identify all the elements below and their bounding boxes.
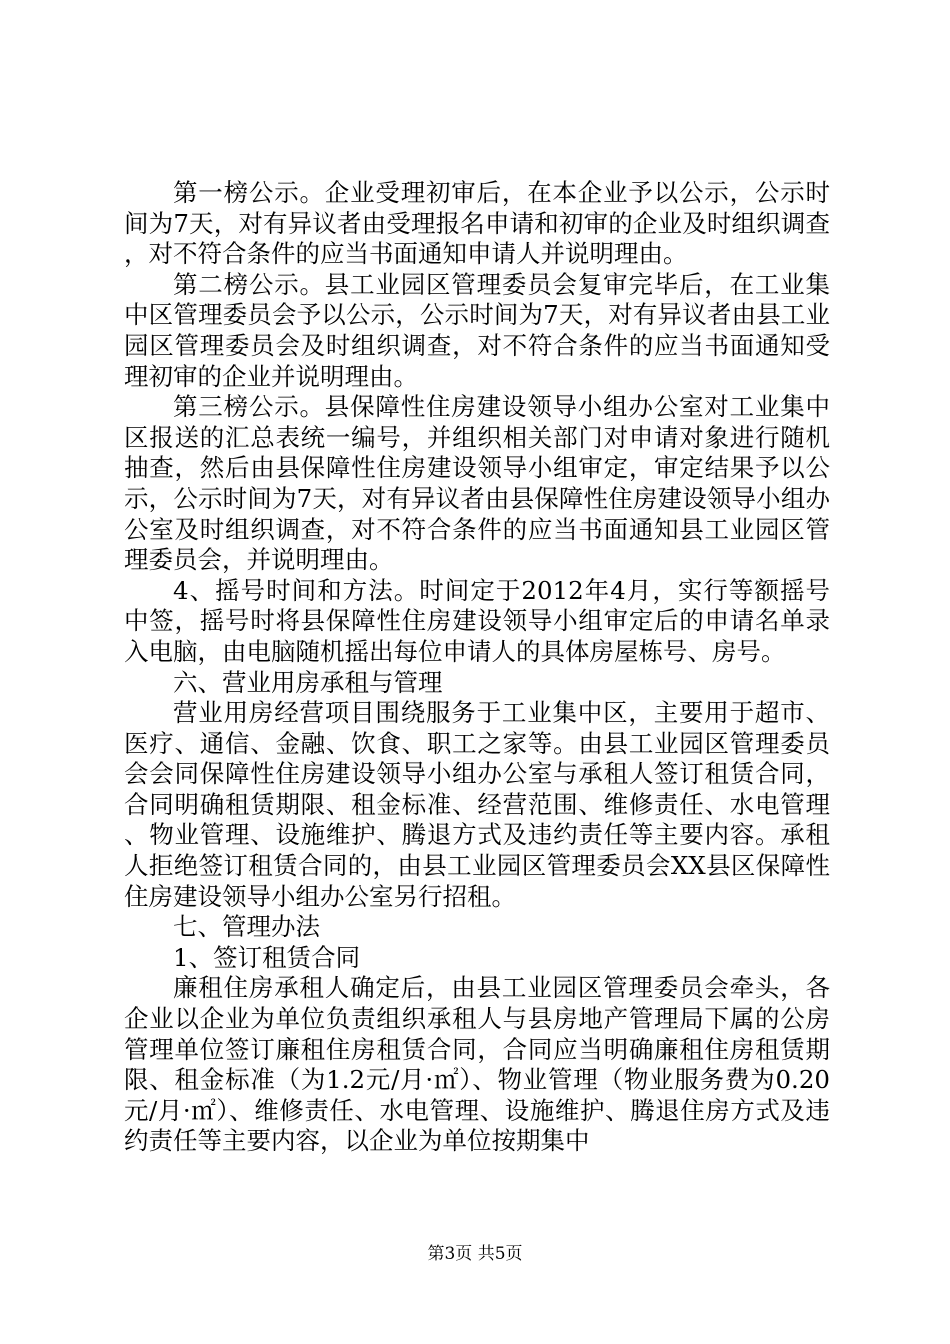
document-body	[124, 178, 830, 1157]
paragraph-third-notice: 第三榜公示。县保障性住房建设领导小组办公室对工业集中区报送的汇总表统一编号，并组织相关部门对申请对象进行随机抽查，然后由县保障性住房建设领导小组审定，审定结果予以公示，公示时间为7天，对有异议者由县保障性住房建设领导小组办公室及时组织调查，对不符合条件的应当书面通知县工业园区管理委员会，并说明理由。	[124, 392, 830, 575]
paragraph-lottery: 4、摇号时间和方法。时间定于2012年4月，实行等额摇号中签，摇号时将县保障性住房建设领导小组审定后的申请名单录入电脑，由电脑随机摇出每位申请人的具体房屋栋号、房号。	[124, 575, 830, 666]
paragraph-sign-lease: 廉租住房承租人确定后，由县工业园区管理委员会牵头，各企业以企业为单位负责组织承租人与县房地产管理局下属的公房管理单位签订廉租住房租赁合同，合同应当明确廉租住房租赁期限、租金标准（为1.2元/月·㎡）、物业管理（物业服务费为0.20元/月·㎡）、维修责任、水电管理、设施维护、腾退住房方式及违约责任等主要内容，以企业为单位按期集中	[124, 973, 830, 1156]
subheading-sign-lease: 1、签订租赁合同	[173, 942, 361, 972]
section-heading-commercial-housing: 六、营业用房承租与管理	[173, 667, 443, 697]
page-number-indicator: 第3页 共5页	[427, 1244, 523, 1264]
paragraph-second-notice: 第二榜公示。县工业园区管理委员会复审完毕后，在工业集中区管理委员会予以公示，公示时间为7天，对有异议者由县工业园区管理委员会及时组织调查，对不符合条件的应当书面通知受理初审的企业并说明理由。	[124, 269, 830, 391]
page-footer	[0, 1243, 950, 1265]
paragraph-commercial-housing: 营业用房经营项目围绕服务于工业集中区，主要用于超市、医疗、通信、金融、饮食、职工之家等。由县工业园区管理委员会会同保障性住房建设领导小组办公室与承租人签订租赁合同，合同明确租赁期限、租金标准、经营范围、维修责任、水电管理、物业管理、设施维护、腾退方式及违约责任等主要内容。承租人拒绝签订租赁合同的，由县工业园区管理委员会XX县区保障性住房建设领导小组办公室另行招租。	[124, 698, 830, 911]
section-heading-management: 七、管理办法	[173, 912, 320, 942]
paragraph-first-notice: 第一榜公示。企业受理初审后，在本企业予以公示，公示时间为7天，对有异议者由受理报名申请和初审的企业及时组织调查，对不符合条件的应当书面通知申请人并说明理由。	[124, 178, 830, 269]
